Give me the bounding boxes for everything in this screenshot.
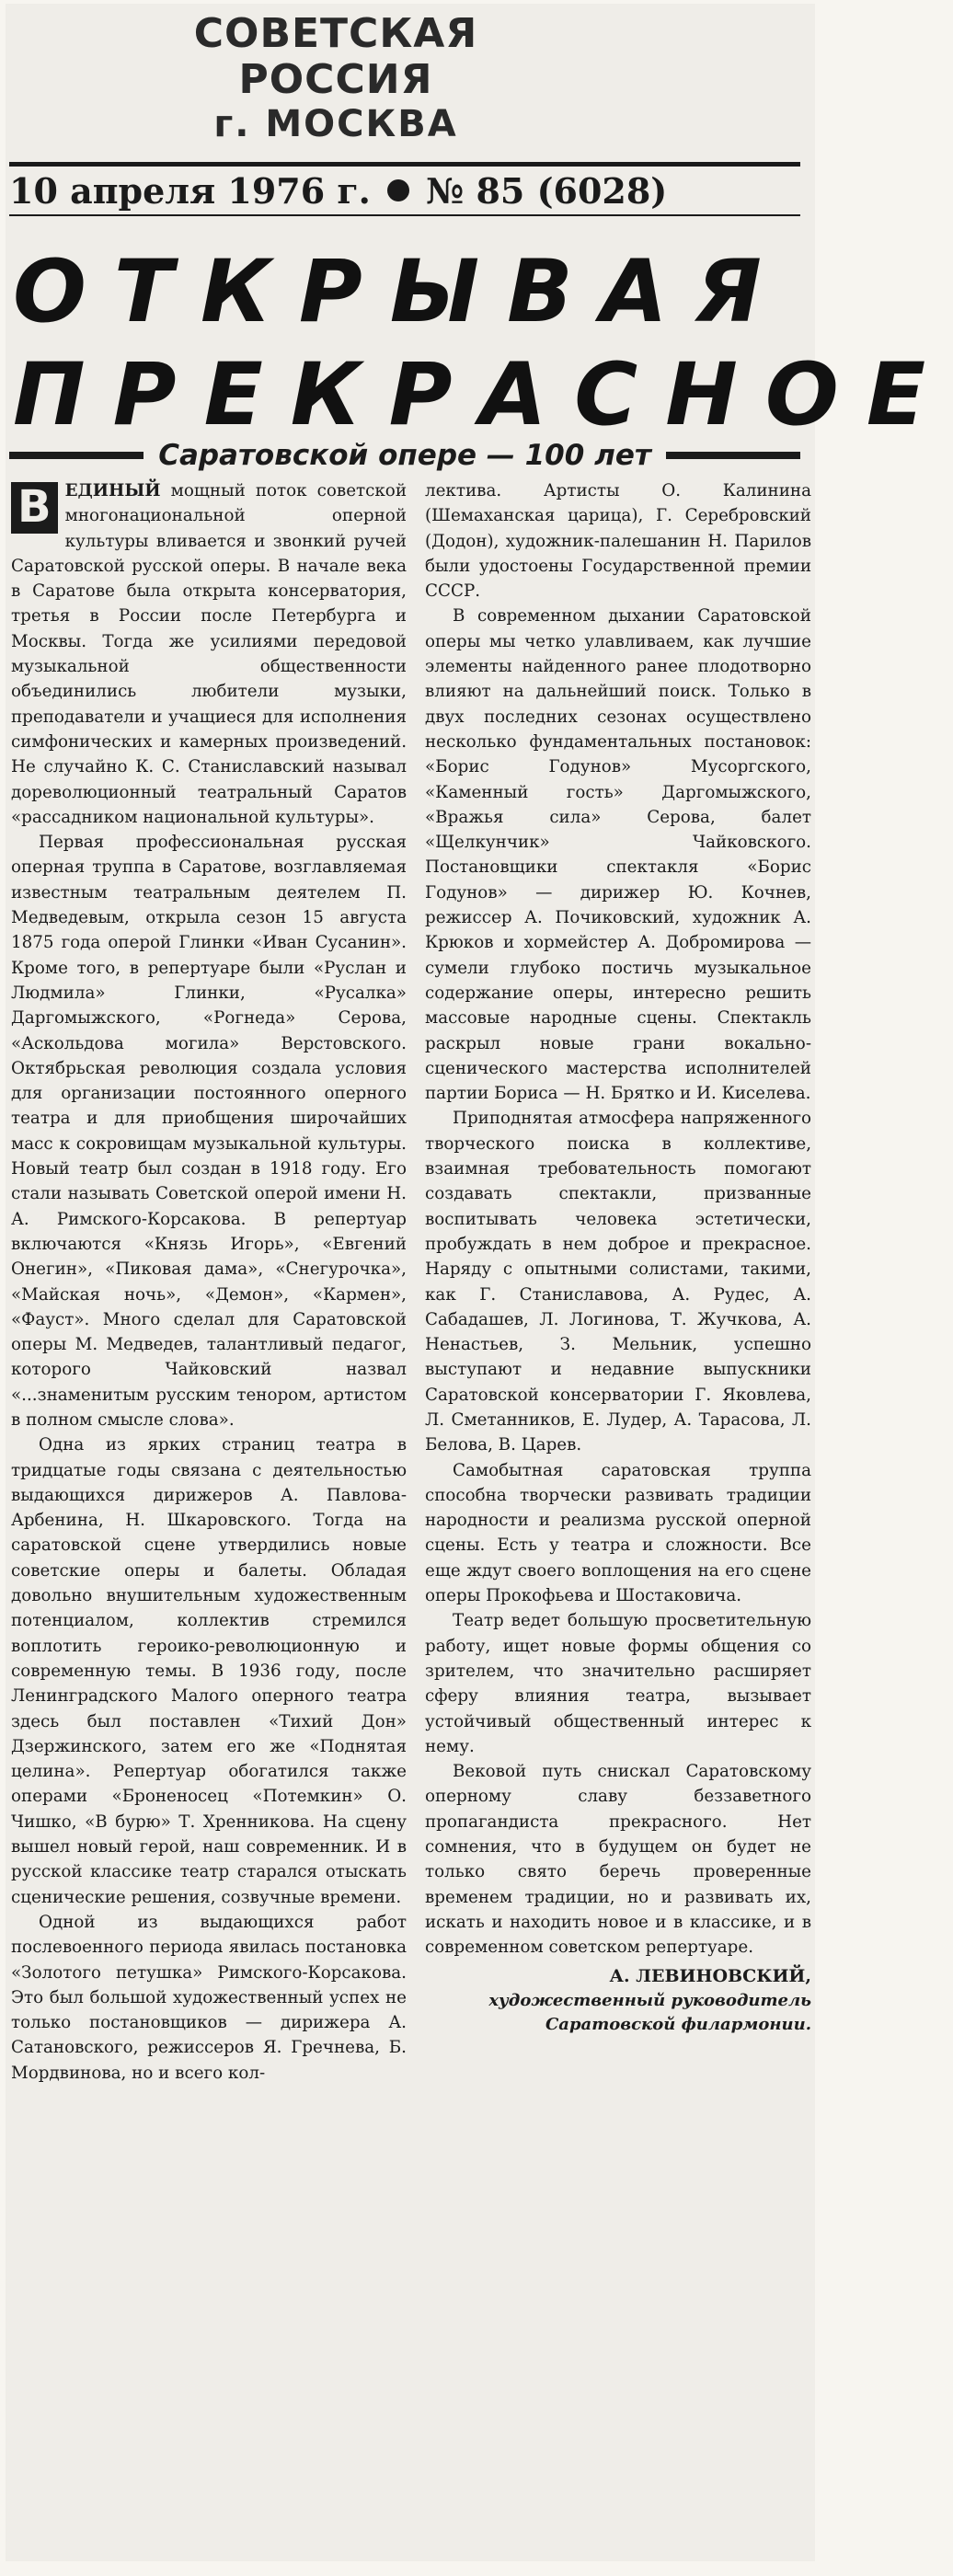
paragraph: Одной из выдающихся работ послевоенного периода явилась постановка «Золотого петушка» Римского-Корсакова. Это был большой художественный успех не только постановщиков — дирижера А. Сатановского, режиссеров Я. Гречнева, Б. Мордвинова, но и всего кол- <box>11 1912 407 2083</box>
paragraph: Театр ведет большую просветительную работу, ищет новые формы общения со зрителем, что значительно расширяет сферу влияния театра, вызывает устойчивый общественный интерес к нему. <box>425 1611 811 1756</box>
lead-word: ЕДИНЫЙ <box>64 481 161 500</box>
bullet-icon <box>387 179 409 201</box>
dateline <box>9 162 800 216</box>
issue-total-number: (6028) <box>536 169 668 212</box>
paragraph: Приподнятая атмосфера напряженного творческого поиска в коллективе, взаимная требовательность помогают создавать спектакли, призванные воспитывать человека эстетически, пробуждать в нем доброе и прекрасное. Наряду с опытными солистами, такими, как Г. Станиславова, А. Рудес, А. Сабадашев, Л. Логинова, Т. Жучкова, А. Ненастьев, З. Мельник, успешно выступают и недавние выпускники Саратовской консерватории Г. Яковлева, Л. Сметанников, Е. Лудер, А. Тарасова, Л. Белова, В. Царев. <box>425 1109 811 1455</box>
drop-cap: В <box>11 482 58 534</box>
author-title: художественный руководитель Саратовской филармонии. <box>488 1990 811 2034</box>
paragraph: Одна из ярких страниц театра в тридцатые годы связана с деятельностью выдающихся дирижеров А. Павлова-Арбенина, Н. Шкаровского. Тогда на саратовской сцене утвердились новые советские оперы и балеты. Обладая довольно внушительным художественным потенциалом, коллектив стремился воплотить героико-революционную и современную темы. В 1936 году, после Ленинградского Малого оперного театра здесь был поставлен «Тихий Дон» Дзержинского, затем его же «Поднятая целина». Репертуар обогатился также операми «Броненосец «Потемкин» О. Чишко, «В бурю» Т. Хренникова. На сцену вышел новый герой, наш современник. И в русской классике театр старался отыскать сценические решения, созвучные времени. <box>11 1435 407 1907</box>
paragraph: лектива. Артисты О. Калинина (Шемаханская царица), Г. Серебровский (Додон), художник-палешанин Н. Парилов были удостоены Государственной премии СССР. <box>425 481 811 602</box>
newspaper-stamp <box>147 11 524 145</box>
subheadline-rule-left <box>9 452 144 459</box>
author-signature <box>425 1964 811 2037</box>
subheadline-rule-right <box>666 452 800 459</box>
paragraph: Вековой путь снискал Саратовскому оперному славу беззаветного пропагандиста прекрасного. Нет сомнения, что в будущем он будет не только свято беречь проверенные временем традиции, но и развивать их, искать и находить новое и в классике, и в современном советском репертуаре. <box>425 1762 811 1958</box>
paragraph: Самобытная саратовская труппа способна творчески развивать традиции народности и реализма русской оперной сцены. Есть у театра и сложности. Все еще ждут своего воплощения на его сцене оперы Прокофьева и Шостаковича. <box>425 1460 811 1606</box>
issue-number: № 85 <box>425 169 525 212</box>
subheadline <box>9 432 800 478</box>
stamp-newspaper-name: СОВЕТСКАЯ РОССИЯ <box>193 10 478 103</box>
headline <box>13 241 953 447</box>
paragraph: Первая профессиональная русская оперная труппа в Саратове, возглавляемая известным театральным деятелем П. Медведевым, открыла сезон 15 августа 1875 года оперой Глинки «Иван Сусанин». Кроме того, в репертуаре были «Руслан и Людмила» Глинки, «Русалка» Даргомыжского, «Рогнеда» Серова, «Аскольдова могила» Верстовского. Октябрьская революция создала условия для организации постоянного оперного театра и для приобщения широчайших масс к сокровищам музыкальной культуры. Новый театр был создан в 1918 году. Его стали называть Советской оперой имени Н. А. Римского-Корсакова. В репертуар включаются «Князь Игорь», «Евгений Онегин», «Пиковая дама», «Снегурочка», «Майская ночь», «Демон», «Кармен», «Фауст». Много сделал для Саратовской оперы М. Медведев, талантливый педагог, которого Чайковский назвал «...знаменитым русским тенором, артистом в полном смысле слова». <box>11 833 407 1430</box>
article-column-left <box>11 478 407 2086</box>
headline-line-1: ОТКРЫВАЯ <box>13 242 789 342</box>
subheadline-text: Саратовской опере — 100 лет <box>158 439 651 472</box>
issue-date: 10 апреля 1976 г. <box>9 169 371 212</box>
article-column-right <box>425 478 811 2037</box>
paragraph: мощный поток советской многонациональной оперной культуры вливается и звонкий ручей Саратовской русской оперы. В начале века в Саратове была открыта консерватория, третья в России после Петербурга и Москвы. Тогда же усилиями передовой музыкальной общественности объединились любители музыки, преподаватели и учащиеся для исполнения симфонических и камерных произведений. Не случайно К. С. Станиславский называл дореволюционный театральный Саратов «рассадником национальной культуры». <box>11 481 408 827</box>
stamp-city: г. МОСКВА <box>213 103 458 145</box>
author-name: А. ЛЕВИНОВСКИЙ, <box>609 1965 811 1986</box>
headline-line-2: ПРЕКРАСНОЕ <box>13 345 953 445</box>
paragraph: В современном дыхании Саратовской оперы мы четко улавливаем, как лучшие элементы найденного ранее плодотворно влияют на дальнейший поиск. Только в двух последних сезонах осуществлено несколько фундаментальных постановок: «Борис Годунов» Мусоргского, «Каменный гость» Даргомыжского, «Вражья сила» Серова, балет «Щелкунчик» Чайковского. Постановщики спектакля «Борис Годунов» — дирижер Ю. Кочнев, режиссер А. Почиковский, художник А. Крюков и хормейстер А. Добромирова — сумели глубоко постичь музыкальное содержание оперы, интересно решить массовые народные сцены. Спектакль раскрыл новые грани вокально-сценического мастерства исполнителей партии Бориса — Н. Брятко и И. Киселева. <box>425 606 811 1104</box>
